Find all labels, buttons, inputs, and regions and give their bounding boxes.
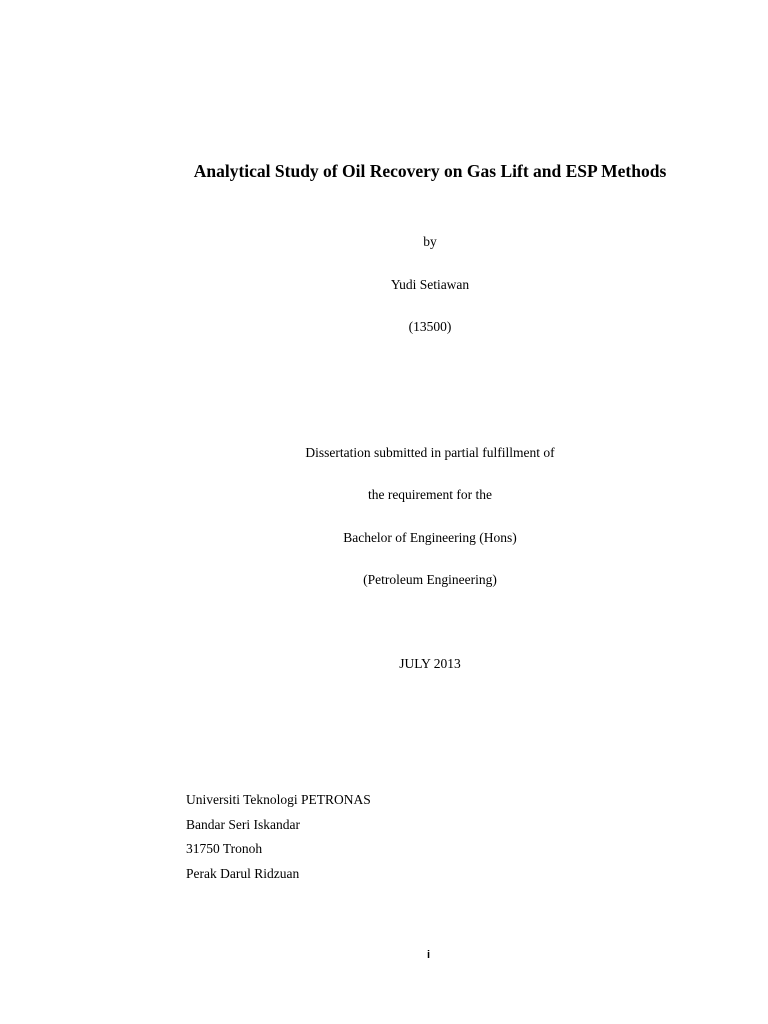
document-title: Analytical Study of Oil Recovery on Gas Lift and ESP Methods (193, 161, 667, 181)
university-name: Universiti Teknologi PETRONAS (186, 792, 371, 807)
student-id: (13500) (408, 319, 452, 334)
page-number: i (427, 949, 431, 961)
address-line: 31750 Tronoh (186, 841, 263, 856)
address-line: Bandar Seri Iskandar (186, 817, 300, 832)
submission-date: JULY 2013 (399, 656, 461, 671)
submission-line: Dissertation submitted in partial fulfillment of (305, 445, 555, 460)
author-name: Yudi Setiawan (390, 277, 470, 292)
degree-program: (Petroleum Engineering) (363, 572, 497, 587)
degree-name: Bachelor of Engineering (Hons) (343, 530, 517, 545)
submission-line: the requirement for the (367, 487, 493, 502)
by-label: by (423, 234, 437, 249)
address-line: Perak Darul Ridzuan (186, 866, 300, 881)
